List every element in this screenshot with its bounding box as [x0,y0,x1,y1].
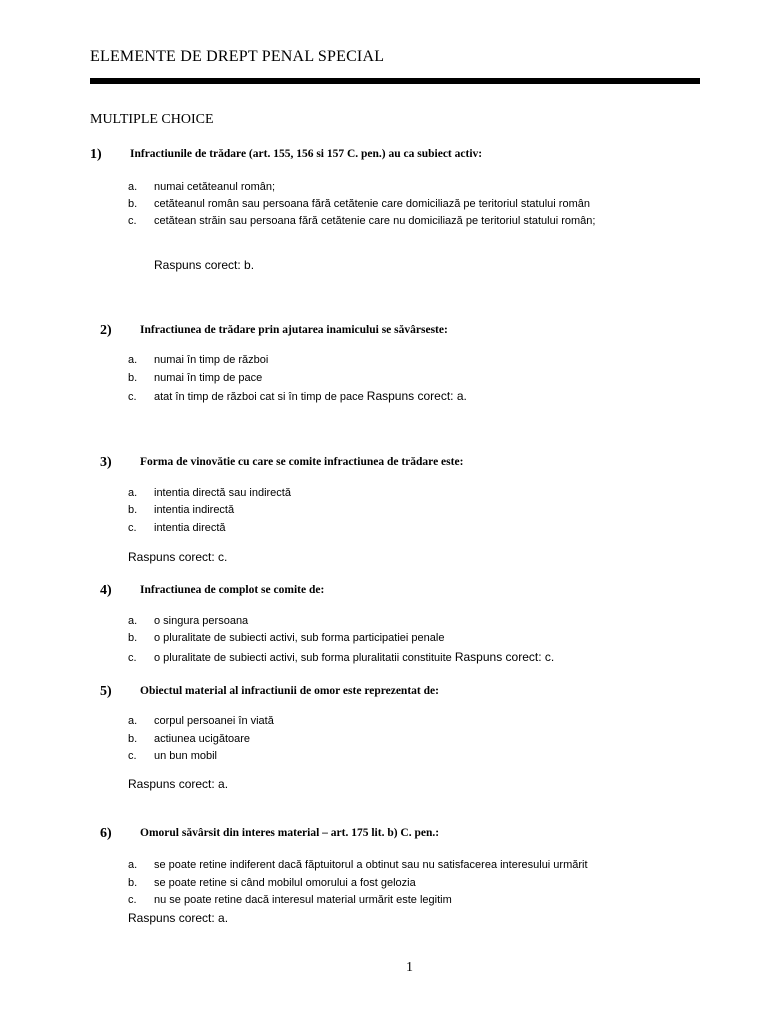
option-4c [128,650,554,664]
option-text: o pluralitate de subiecti activi, sub forma pluralitatii constituite [154,652,452,664]
option-letter: b. [128,198,138,210]
option-letter: a. [128,181,138,193]
option-text: atat în timp de război cat si în timp de pace [154,391,364,403]
option-text: intentia indirectă [154,504,235,516]
question-number: 4) [100,583,112,598]
option-1a [128,181,275,193]
question-number: 3) [100,455,112,470]
option-letter: c. [128,652,137,664]
option-letter: c. [128,215,137,227]
option-1b [128,198,590,210]
answer-4: Raspuns corect: c. [454,650,555,664]
option-letter: b. [128,632,138,644]
option-3b [128,504,234,516]
question-text: Forma de vinovătie cu care se comite infractiunea de trădare este: [140,456,464,468]
question-text: Obiectul material al infractiunii de omor este reprezentat de: [140,685,439,697]
option-6a [128,859,588,871]
question-text: Omorul săvârsit din interes material – art. 175 lit. b) C. pen.: [140,827,440,839]
option-4a [128,615,248,627]
option-2c [128,389,467,403]
option-5b [128,733,250,745]
question-number: 5) [100,684,112,699]
option-text: cetătean străin sau persoana fără cetătenie care nu domiciliază pe teritoriul statului român; [154,215,596,227]
option-text: nu se poate retine dacă interesul material urmărit este legitim [154,894,452,906]
option-text: se poate retine si când mobilul omorului a fost gelozia [154,877,416,889]
option-5c [128,750,217,762]
option-3a [128,487,291,499]
option-letter: b. [128,877,138,889]
question-text: Infractiunile de trădare (art. 155, 156 si 157 C. pen.) au ca subiect activ: [130,148,483,160]
question-number: 1) [90,147,102,162]
option-text: numai în timp de pace [154,372,263,384]
option-text: intentia directă sau indirectă [154,487,291,499]
question-number: 6) [100,826,112,841]
answer-6: Raspuns corect: a. [128,911,229,925]
option-letter: a. [128,354,138,366]
option-3c [128,522,226,534]
option-letter: c. [128,750,137,762]
option-letter: a. [128,615,138,627]
option-2b [128,372,262,384]
answer-1: Raspuns corect: b. [154,258,255,272]
option-letter: c. [128,894,137,906]
option-text: o pluralitate de subiecti activi, sub forma participatiei penale [154,632,445,644]
option-letter: c. [128,391,137,403]
answer-2: Raspuns corect: a. [366,389,467,403]
option-letter: b. [128,372,138,384]
answer-3: Raspuns corect: c. [128,550,228,564]
option-letter: a. [128,715,138,727]
question-number: 2) [100,323,112,338]
page-number: 1 [406,960,413,975]
option-letter: b. [128,733,138,745]
document-title: ELEMENTE DE DREPT PENAL SPECIAL [90,48,385,65]
option-4b [128,632,444,644]
answer-5: Raspuns corect: a. [128,777,229,791]
title-rule [90,78,700,84]
option-text: se poate retine indiferent dacă făptuitorul a obtinut sau nu satisfacerea interesului urmărit [154,859,588,871]
option-letter: a. [128,487,138,499]
option-1c [128,215,595,227]
section-heading: MULTIPLE CHOICE [90,112,214,127]
question-text: Infractiunea de trădare prin ajutarea inamicului se săvârseste: [140,324,448,336]
option-text: intentia directă [154,522,226,534]
option-letter: a. [128,859,138,871]
option-text: corpul persoanei în viată [154,715,274,727]
option-text: numai cetăteanul român; [154,181,276,193]
option-letter: b. [128,504,138,516]
option-6c [128,894,452,906]
option-text: numai în timp de război [154,354,269,366]
option-text: o singura persoana [154,615,249,627]
question-text: Infractiunea de complot se comite de: [140,584,325,596]
option-5a [128,715,274,727]
option-text: un bun mobil [154,750,217,762]
option-6b [128,877,416,889]
option-letter: c. [128,522,137,534]
option-text: cetăteanul român sau persoana fără cetătenie care domiciliază pe teritoriul statului român [154,198,590,210]
option-text: actiunea ucigătoare [154,733,251,745]
option-2a [128,354,268,366]
